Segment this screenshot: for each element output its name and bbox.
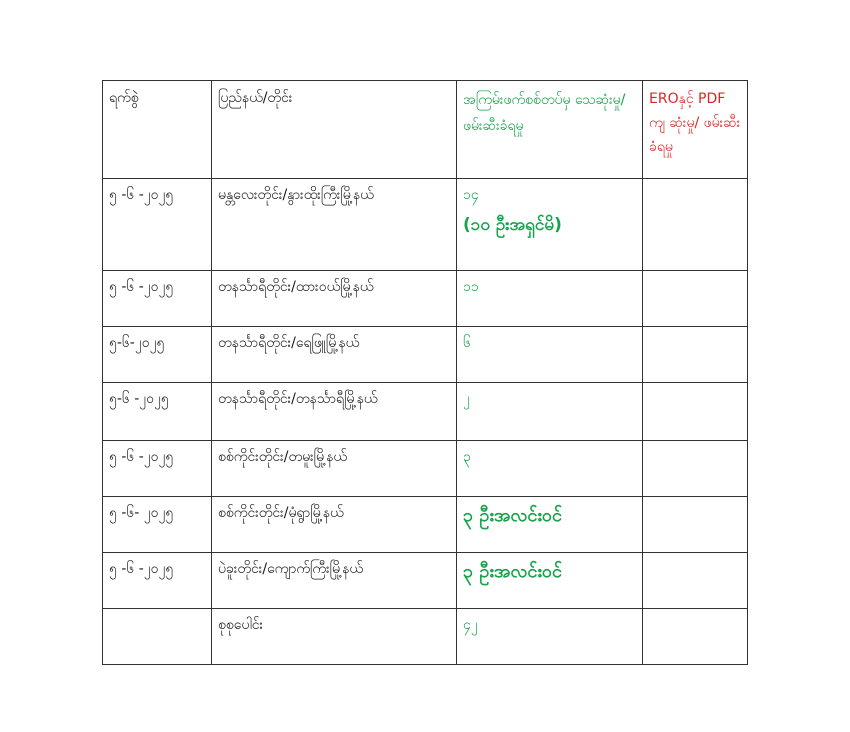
table-row	[103, 441, 748, 497]
total-count: ၄၂	[457, 609, 643, 665]
ero-cell	[643, 179, 748, 271]
count-cell: ၂	[457, 383, 643, 441]
table-row	[103, 327, 748, 383]
date-cell: ၅-၆ -၂၀၂၅	[103, 383, 212, 441]
ero-cell	[643, 441, 748, 497]
date-cell: ၅ -၆- ၂၀၂၅	[103, 497, 212, 553]
table-row	[103, 179, 748, 271]
region-cell: မန္တလေးတိုင်း/နွားထိုးကြီးမြို့နယ်	[212, 179, 457, 271]
ero-cell	[643, 609, 748, 665]
table-header-row	[103, 81, 748, 179]
date-cell: ၅ -၆ -၂၀၂၅	[103, 271, 212, 327]
header-junta-casualties: အကြမ်းဖက်စစ်တပ်မှ သေဆုံးမှု/ ဖမ်းဆီးခံရမှု	[457, 81, 643, 179]
count-value: ၁၄	[463, 187, 479, 203]
total-row	[103, 609, 748, 665]
count-cell: ၁၁	[457, 271, 643, 327]
ero-cell	[643, 327, 748, 383]
count-cell: ၃ ဦးအလင်းဝင်	[457, 497, 643, 553]
header-date: ရက်စွဲ	[103, 81, 212, 179]
total-label: စုစုပေါင်း	[212, 609, 457, 665]
region-cell: စစ်ကိုင်းတိုင်း/တမူးမြို့နယ်	[212, 441, 457, 497]
table-row	[103, 383, 748, 441]
ero-cell	[643, 271, 748, 327]
ero-cell	[643, 553, 748, 609]
ero-cell	[643, 497, 748, 553]
region-cell: တနင်္သာရီတိုင်း/ရေဖြူမြို့နယ်	[212, 327, 457, 383]
count-cell	[457, 179, 643, 271]
count-note: (၁၀ ဦးအရှင်မိ)	[463, 215, 562, 235]
table-row	[103, 497, 748, 553]
count-cell: ၆	[457, 327, 643, 383]
incident-table	[102, 80, 748, 665]
region-cell: ပဲခူးတိုင်း/ကျောက်ကြီးမြို့နယ်	[212, 553, 457, 609]
count-cell: ၃ ဦးအလင်းဝင်	[457, 553, 643, 609]
region-cell: တနင်္သာရီတိုင်း/တနင်္သာရီမြို့နယ်	[212, 383, 457, 441]
date-cell: ၅-၆-၂၀၂၅	[103, 327, 212, 383]
date-cell: ၅ -၆ -၂၀၂၅	[103, 553, 212, 609]
count-cell: ၃	[457, 441, 643, 497]
header-region: ပြည်နယ်/တိုင်း	[212, 81, 457, 179]
table-row	[103, 271, 748, 327]
ero-cell	[643, 383, 748, 441]
region-cell: စစ်ကိုင်းတိုင်း/မုံရွာမြို့နယ်	[212, 497, 457, 553]
region-cell: တနင်္သာရီတိုင်း/ထားဝယ်မြို့နယ်	[212, 271, 457, 327]
date-cell	[103, 609, 212, 665]
table-row	[103, 553, 748, 609]
date-cell: ၅ -၆ -၂၀၂၅	[103, 179, 212, 271]
header-ero-pdf-casualties: EROနှင့် PDF ကျ ဆုံးမှု/ ဖမ်းဆီး ခံရမှု	[643, 81, 748, 179]
date-cell: ၅ -၆ -၂၀၂၅	[103, 441, 212, 497]
